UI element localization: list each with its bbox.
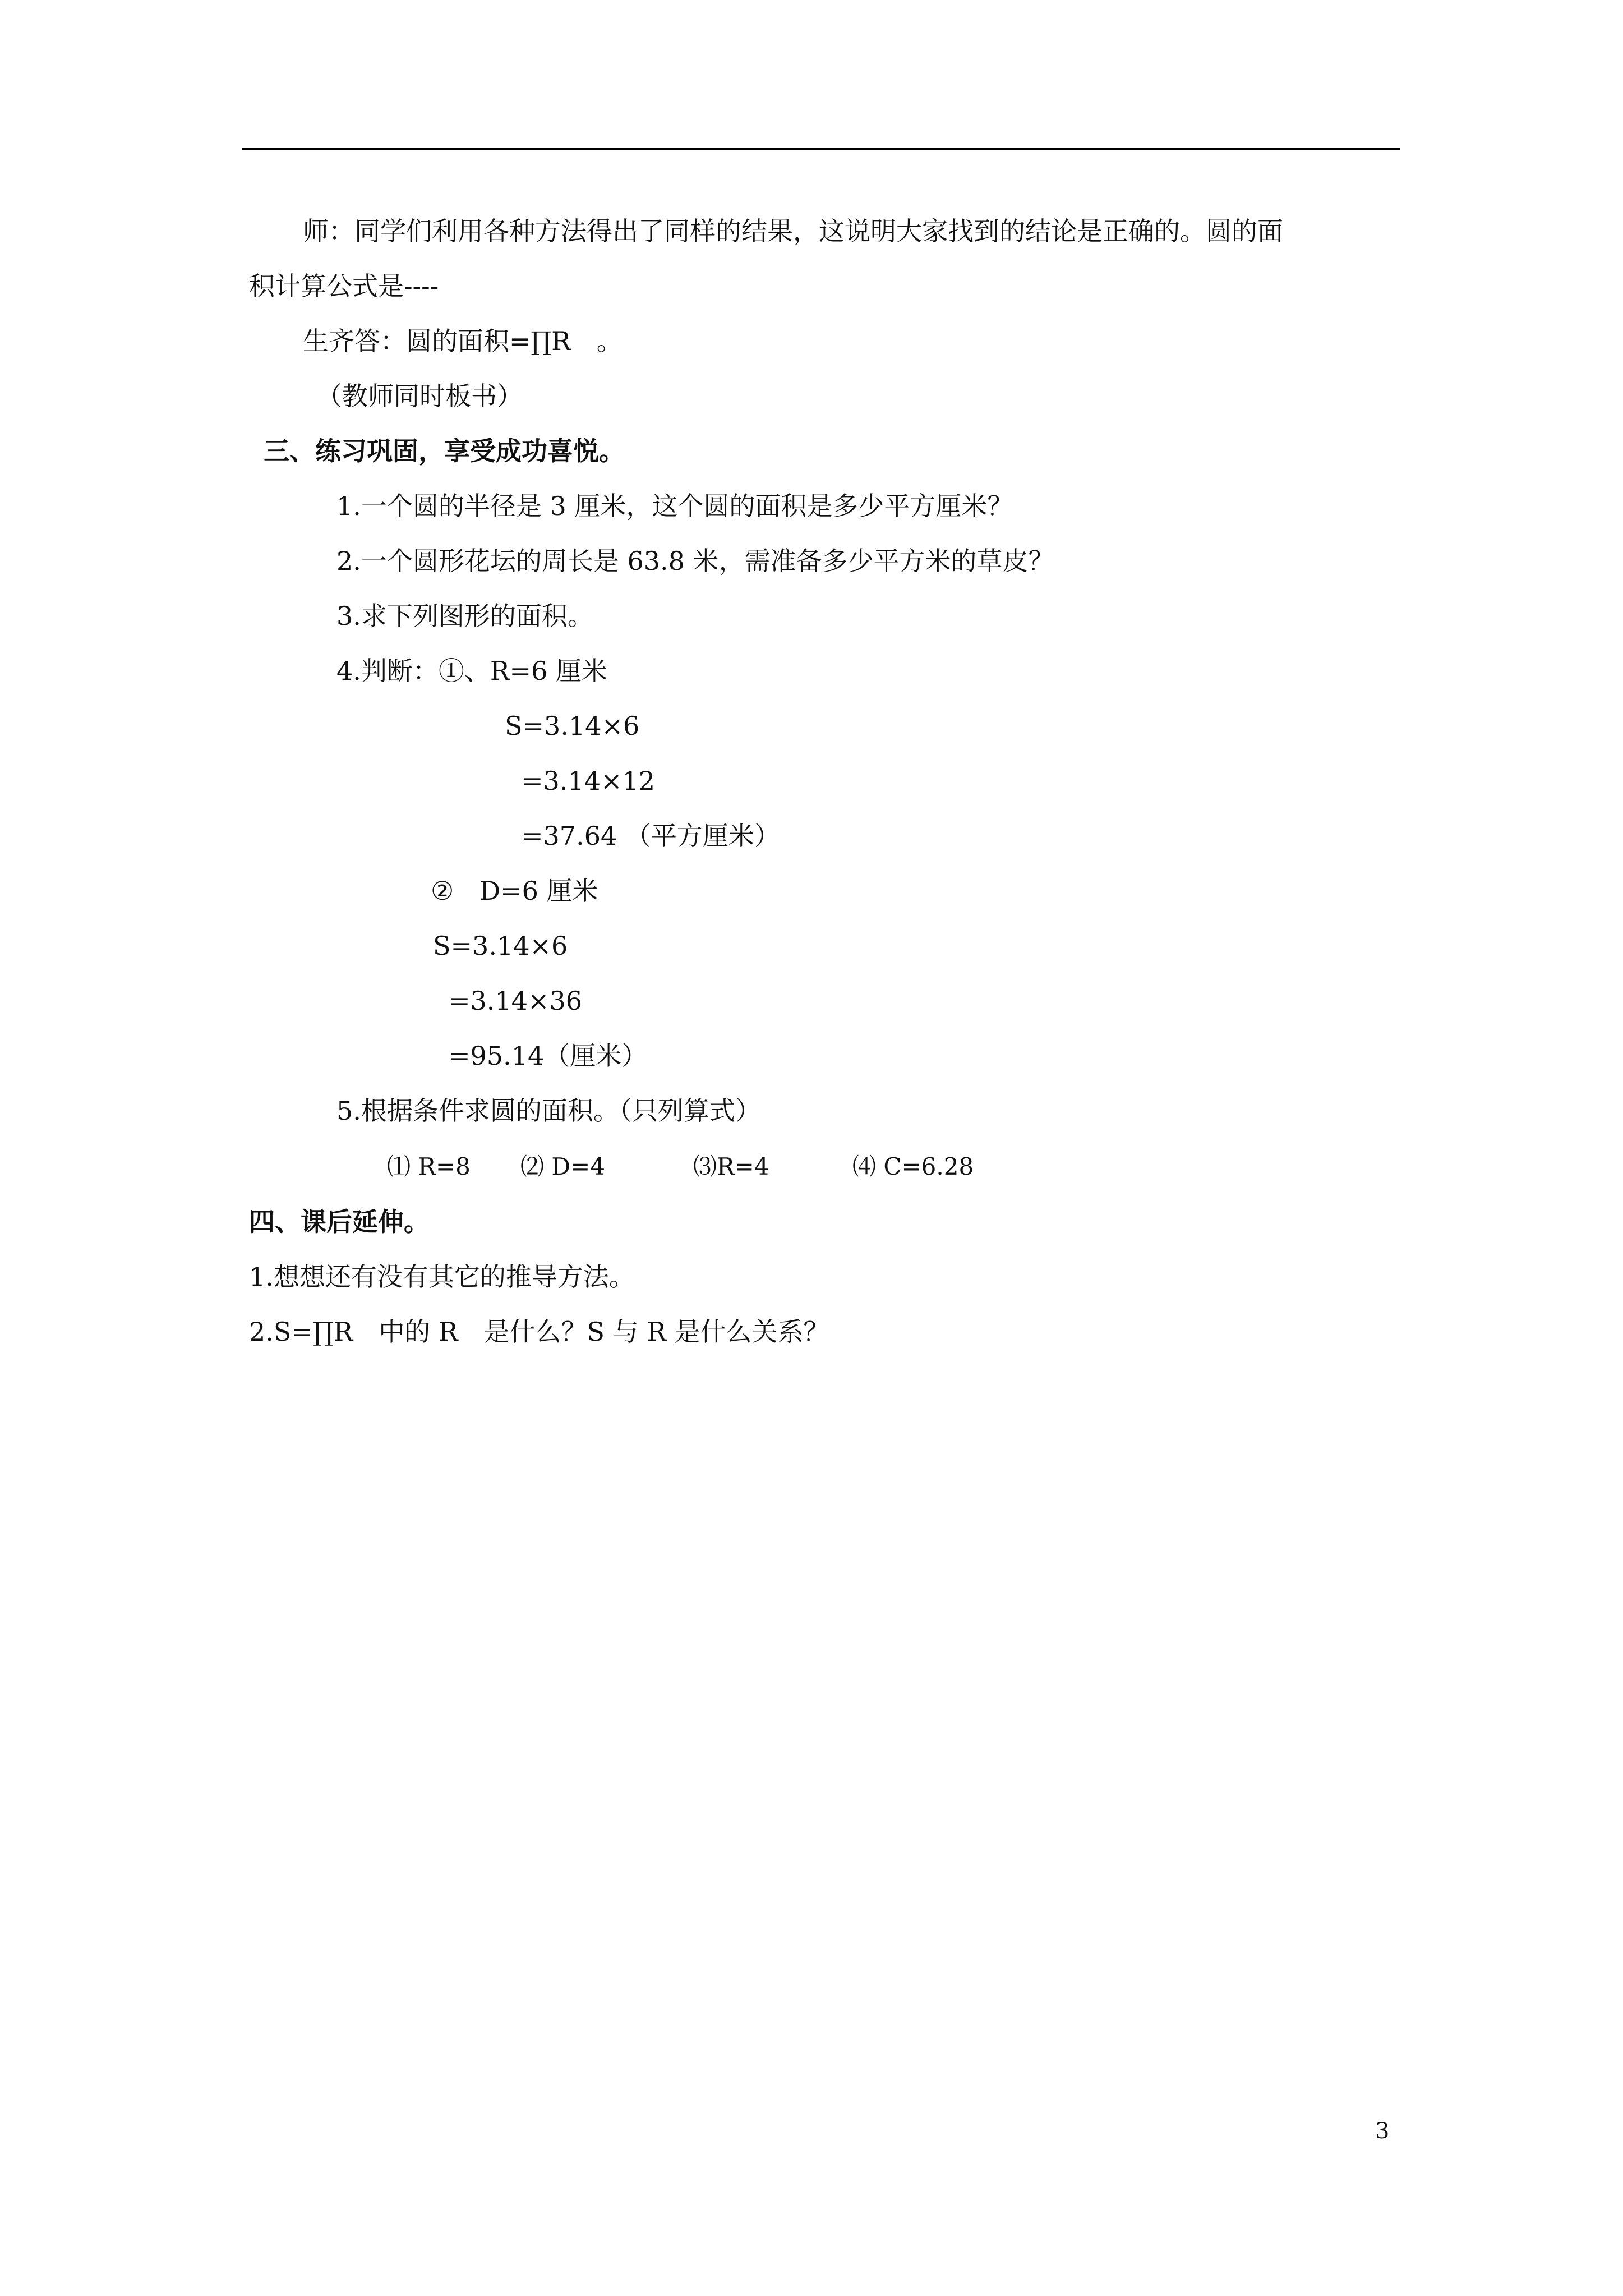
q5-item-2: ⑵ D=4 [520,1153,605,1180]
students-answer: 生齐答：圆的面积=∏R 。 [303,326,623,356]
section3-q2: 2.一个圆形花坛的周长是 63.8 米，需准备多少平方米的草皮？ [336,546,1054,576]
q4-a-step1: S=3.14×6 [505,711,640,741]
section3-q3: 3.求下列图形的面积。 [336,601,593,631]
q4-b-step3: =95.14（厘米） [449,1041,648,1071]
teacher-summary-line2: 积计算公式是---- [249,271,439,301]
section4-title: 四、课后延伸。 [249,1207,430,1237]
section3-title: 三、练习巩固，享受成功喜悦。 [264,436,625,466]
section3-q4: 4.判断：①、R=6 厘米 [336,656,607,686]
board-note: （教师同时板书） [316,381,523,411]
q4-a-step3: =37.64 （平方厘米） [522,821,780,851]
q5-item-4: ⑷ C=6.28 [852,1153,974,1180]
q4-b-step2: =3.14×36 [449,986,583,1016]
q5-item-1: ⑴ R=8 [387,1153,471,1180]
q5-item-3: ⑶R=4 [693,1153,769,1180]
teacher-summary-line1: 师：同学们利用各种方法得出了同样的结果，这说明大家找到的结论是正确的。圆的面 [303,216,1283,246]
header-rule [242,148,1400,150]
page-number: 3 [1375,2118,1390,2144]
section3-q1: 1.一个圆的半径是 3 厘米，这个圆的面积是多少平方厘米？ [336,491,1013,521]
section4-q1: 1.想想还有没有其它的推导方法。 [249,1262,635,1292]
q4-b-given: ② D=6 厘米 [431,876,598,906]
q4-a-step2: =3.14×12 [522,766,656,796]
section3-q5: 5.根据条件求圆的面积。（只列算式） [336,1096,761,1126]
q4-b-step1: S=3.14×6 [433,931,568,961]
section4-q2: 2.S=∏R 中的 R 是什么？S 与 R 是什么关系？ [249,1317,829,1347]
